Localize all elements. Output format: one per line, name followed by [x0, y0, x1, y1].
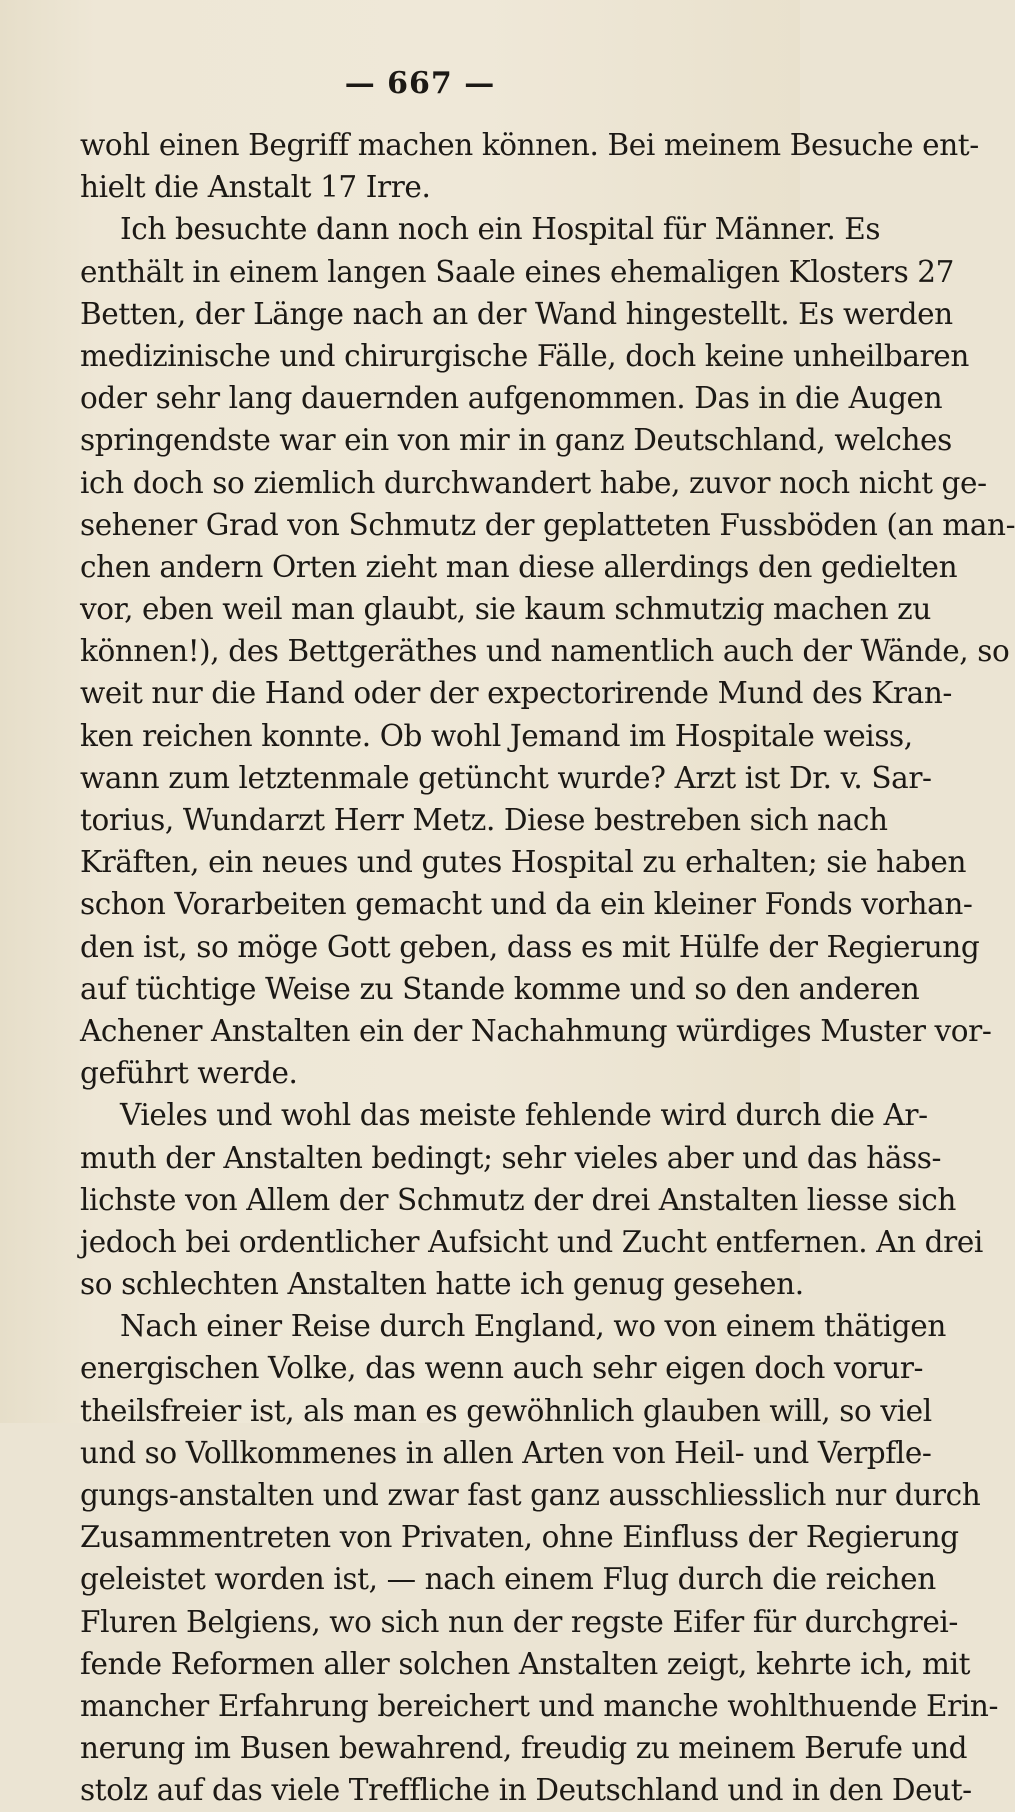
text-line: hielt die Anstalt 17 Irre.: [80, 170, 431, 205]
text-line: so schlechten Anstalten hatte ich genug gesehen.: [80, 1267, 804, 1302]
text-line: weit nur die Hand oder der expectorirende Mund des Kran-: [80, 676, 952, 711]
text-line: gungs-anstalten und zwar fast ganz ausschliesslich nur durch: [80, 1478, 981, 1512]
text-line: und so Vollkommenes in allen Arten von Heil- und Verpfle-: [80, 1435, 932, 1470]
text-line: Zusammentreten von Privaten, ohne Einfluss der Regierung: [80, 1520, 959, 1555]
text-line: fende Reformen aller solchen Anstalten zeigt, kehrte ich, mit: [80, 1646, 971, 1681]
text-line: springendste war ein von mir in ganz Deutschland, welches: [80, 423, 952, 458]
text-line: vor, eben weil man glaubt, sie kaum schmutzig machen zu: [80, 592, 931, 627]
text-line: Vieles und wohl das meiste fehlende wird durch die Ar-: [120, 1098, 928, 1133]
text-line: mancher Erfahrung bereichert und manche wohlthuende Erin-: [80, 1688, 999, 1723]
text-line: ich doch so ziemlich durchwandert habe, zuvor noch nicht ge-: [80, 465, 987, 500]
text-line: oder sehr lang dauernden aufgenommen. Das in die Augen: [80, 381, 943, 416]
text-line: medizinische und chirurgische Fälle, doch keine unheilbaren: [80, 338, 969, 373]
text-line: den ist, so möge Gott geben, dass es mit Hülfe der Regierung: [80, 929, 980, 964]
text-line: nerung im Busen bewahrend, freudig zu meinem Berufe und: [80, 1731, 968, 1766]
text-line: wann zum letztenmale getüncht wurde? Arzt ist Dr. v. Sar-: [80, 760, 932, 795]
text-line: enthält in einem langen Saale eines ehemaligen Klosters 27: [80, 254, 955, 289]
text-line: auf tüchtige Weise zu Stande komme und so den anderen: [80, 971, 920, 1006]
text-line: torius, Wundarzt Herr Metz. Diese bestreben sich nach: [80, 803, 888, 837]
text-line: geführt werde.: [80, 1056, 298, 1091]
text-line: schon Vorarbeiten gemacht und da ein kleiner Fonds vorhan-: [80, 887, 973, 922]
text-line: chen andern Orten zieht man diese allerdings den gedielten: [80, 549, 958, 584]
page-number: — 667 —: [344, 66, 496, 101]
text-line: stolz auf das viele Treffliche in Deutschland und in den Deut-: [80, 1773, 972, 1808]
text-line: sehener Grad von Schmutz der geplatteten Fussböden (an man-: [80, 507, 1015, 542]
text-line: theilsfreier ist, als man es gewöhnlich glauben will, so viel: [80, 1393, 932, 1428]
text-line: energischen Volke, das wenn auch sehr eigen doch vorur-: [80, 1351, 924, 1386]
body-text: [80, 124, 1015, 1812]
text-line: lichste von Allem der Schmutz der drei Anstalten liesse sich: [80, 1182, 956, 1217]
text-line: jedoch bei ordentlicher Aufsicht und Zucht entfernen. An drei: [80, 1224, 983, 1259]
text-line: geleistet worden ist, — nach einem Flug durch die reichen: [80, 1562, 936, 1597]
text-line: Nach einer Reise durch England, wo von einem thätigen: [120, 1309, 946, 1344]
text-line: wohl einen Begriff machen können. Bei meinem Besuche ent-: [80, 128, 979, 162]
text-line: können!), des Bettgeräthes und namentlich auch der Wände, so: [80, 634, 1010, 669]
text-line: Fluren Belgiens, wo sich nun der regste Eifer für durchgrei-: [80, 1604, 958, 1639]
text-line: muth der Anstalten bedingt; sehr vieles aber und das häss-: [80, 1140, 942, 1175]
text-line: Betten, der Länge nach an der Wand hingestellt. Es werden: [80, 296, 953, 331]
text-line: Kräften, ein neues und gutes Hospital zu erhalten; sie haben: [80, 845, 967, 880]
text-line: ken reichen konnte. Ob wohl Jemand im Hospitale weiss,: [80, 718, 913, 753]
text-line: Achener Anstalten ein der Nachahmung würdiges Muster vor-: [80, 1013, 992, 1048]
text-line: Ich besuchte dann noch ein Hospital für Männer. Es: [120, 212, 881, 247]
